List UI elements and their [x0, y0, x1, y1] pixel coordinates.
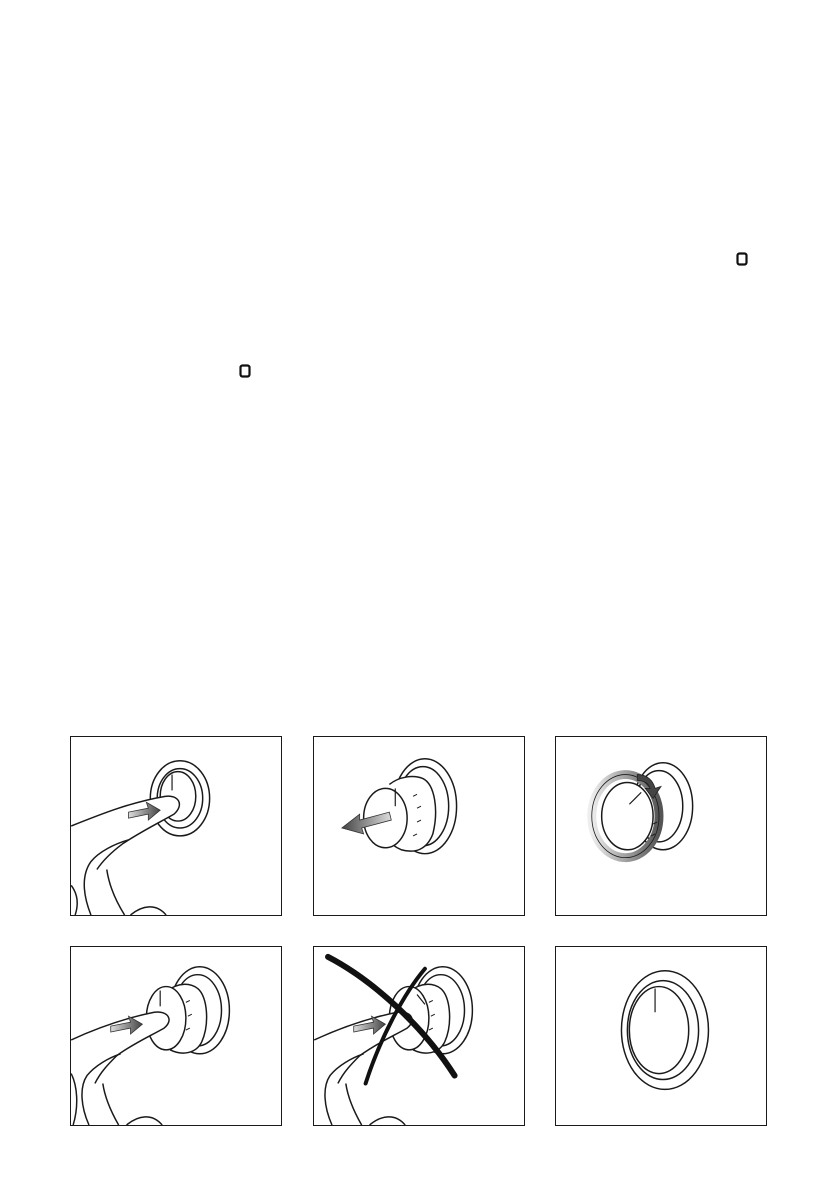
- knob-extended-arrow-icon: [314, 737, 524, 915]
- figure-do-not-push-while-turned: [313, 946, 525, 1126]
- knob-rotate-icon: [556, 737, 766, 915]
- finger-push-extended-knob-icon: [71, 947, 281, 1125]
- figure-knob-retracted: [555, 946, 767, 1126]
- square-symbol-2: [239, 364, 251, 383]
- figure-knob-pops-out: [313, 736, 525, 916]
- knob-flush-icon: [556, 947, 766, 1125]
- figure-push-knob-in: [70, 736, 282, 916]
- square-symbol-1: [736, 252, 748, 271]
- crossed-out-icon: [314, 947, 524, 1125]
- figure-rotate-knob: [555, 736, 767, 916]
- figure-push-extended-knob: [70, 946, 282, 1126]
- finger-push-knob-icon: [71, 737, 281, 915]
